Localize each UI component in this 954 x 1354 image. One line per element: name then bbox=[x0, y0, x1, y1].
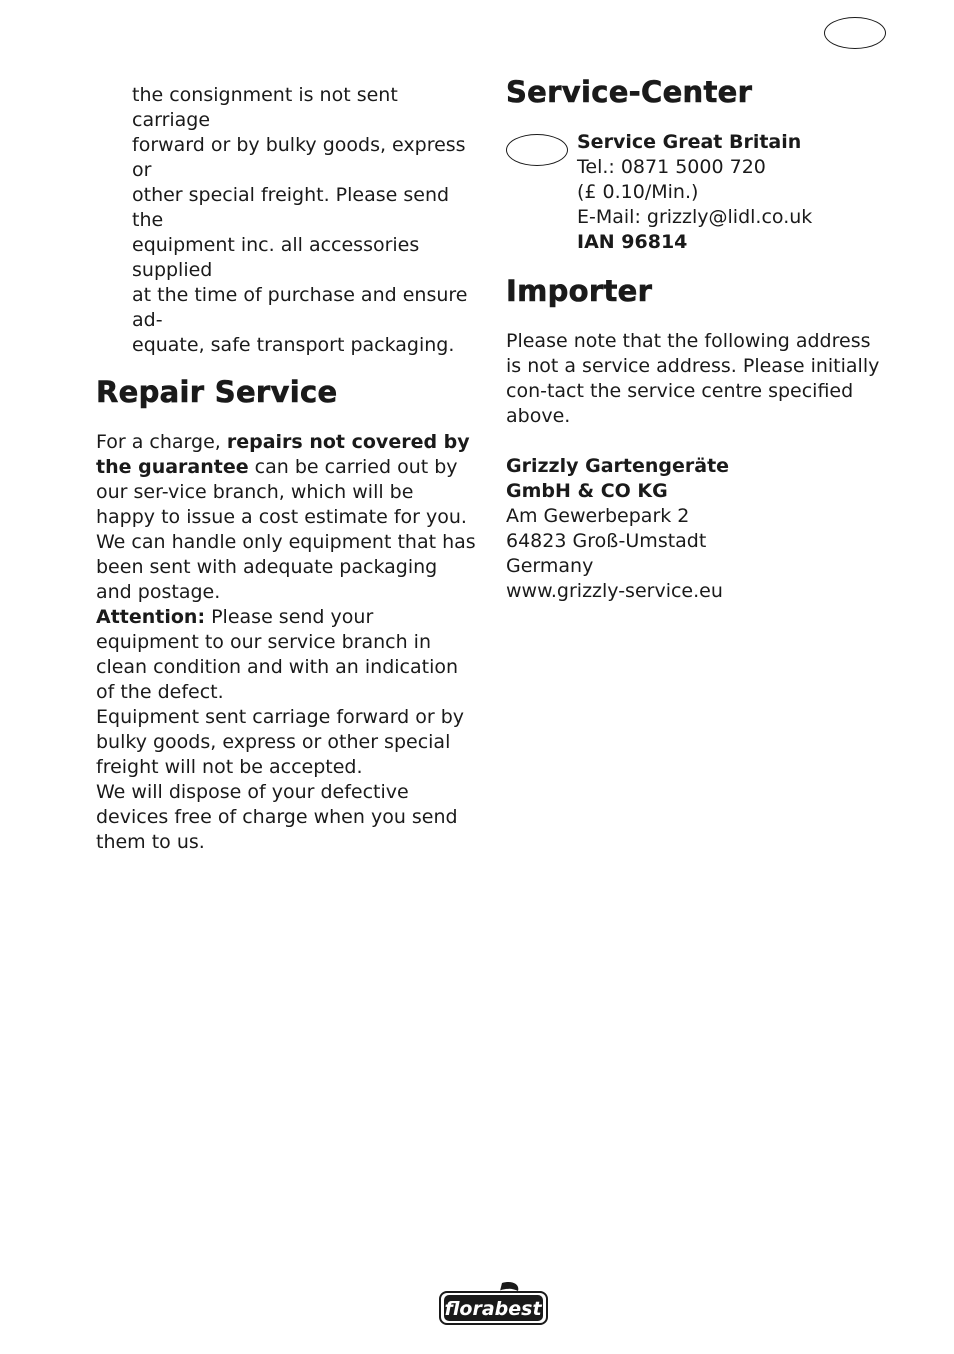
country-flag-icon bbox=[506, 134, 568, 166]
service-center-heading: Service-Center bbox=[506, 75, 753, 109]
importer-company-line-1: Grizzly Gartengeräte bbox=[506, 455, 730, 477]
importer-section bbox=[506, 329, 886, 604]
importer-heading: Importer bbox=[506, 274, 653, 308]
intro-line: equipment inc. all accessories supplied bbox=[132, 234, 420, 281]
florabest-logo bbox=[438, 1281, 550, 1329]
repair-p1-prefix: For a charge, bbox=[96, 431, 227, 453]
repair-p1-bold: repairs not covered by the guarantee bbox=[96, 431, 470, 478]
repair-paragraph-4: Equipment sent carriage forward or by bulky goods, express or other special freight will not be accepted. bbox=[96, 706, 465, 778]
importer-street: Am Gewerbepark 2 bbox=[506, 505, 690, 527]
repair-paragraph-2: We can handle only equipment that has been sent with adequate packaging and postage. bbox=[96, 531, 476, 603]
repair-service-section bbox=[96, 430, 476, 855]
repair-paragraph-5: We will dispose of your defective devices free of charge when you send them to us. bbox=[96, 781, 458, 853]
intro-line: equate, safe transport packaging. bbox=[132, 334, 455, 356]
intro-line: forward or by bulky goods, express or bbox=[132, 134, 466, 181]
intro-line: at the time of purchase and ensure ad- bbox=[132, 284, 468, 331]
intro-paragraph bbox=[96, 83, 476, 358]
service-great-britain-block bbox=[506, 130, 886, 255]
attention-text: Please send your equipment to our service branch in clean condition and with an indication of the defect. bbox=[96, 606, 459, 703]
importer-website: www.grizzly-service.eu bbox=[506, 580, 723, 602]
importer-city: 64823 Groß-Umstadt bbox=[506, 530, 707, 552]
repair-service-heading: Repair Service bbox=[96, 375, 338, 409]
repair-paragraph-3 bbox=[96, 605, 476, 705]
right-column bbox=[506, 74, 886, 604]
logo-text: florabest bbox=[444, 1298, 542, 1320]
intro-line: other special freight. Please send the bbox=[132, 184, 450, 231]
importer-country: Germany bbox=[506, 555, 594, 577]
service-ian: IAN 96814 bbox=[577, 231, 688, 253]
intro-line: the consignment is not sent carriage bbox=[132, 84, 398, 131]
language-badge bbox=[824, 17, 886, 49]
importer-note: Please note that the following address is not a service address. Please initially con-tact the service centre specified above. bbox=[506, 330, 880, 427]
service-title: Service Great Britain bbox=[577, 131, 802, 153]
attention-label: Attention: bbox=[96, 606, 206, 628]
spacer bbox=[506, 429, 886, 454]
service-email: E-Mail: grizzly@lidl.co.uk bbox=[577, 206, 813, 228]
florabest-logo-icon bbox=[438, 1281, 550, 1329]
repair-paragraph-1 bbox=[96, 430, 476, 530]
repair-p1-rest: can be carried out by our ser-vice branch, which will be happy to issue a cost estimate for you. bbox=[96, 456, 467, 528]
importer-company-line-2: GmbH & CO KG bbox=[506, 480, 668, 502]
service-phone: Tel.: 0871 5000 720 bbox=[577, 156, 766, 178]
left-column bbox=[96, 83, 476, 855]
service-rate: (£ 0.10/Min.) bbox=[577, 181, 699, 203]
